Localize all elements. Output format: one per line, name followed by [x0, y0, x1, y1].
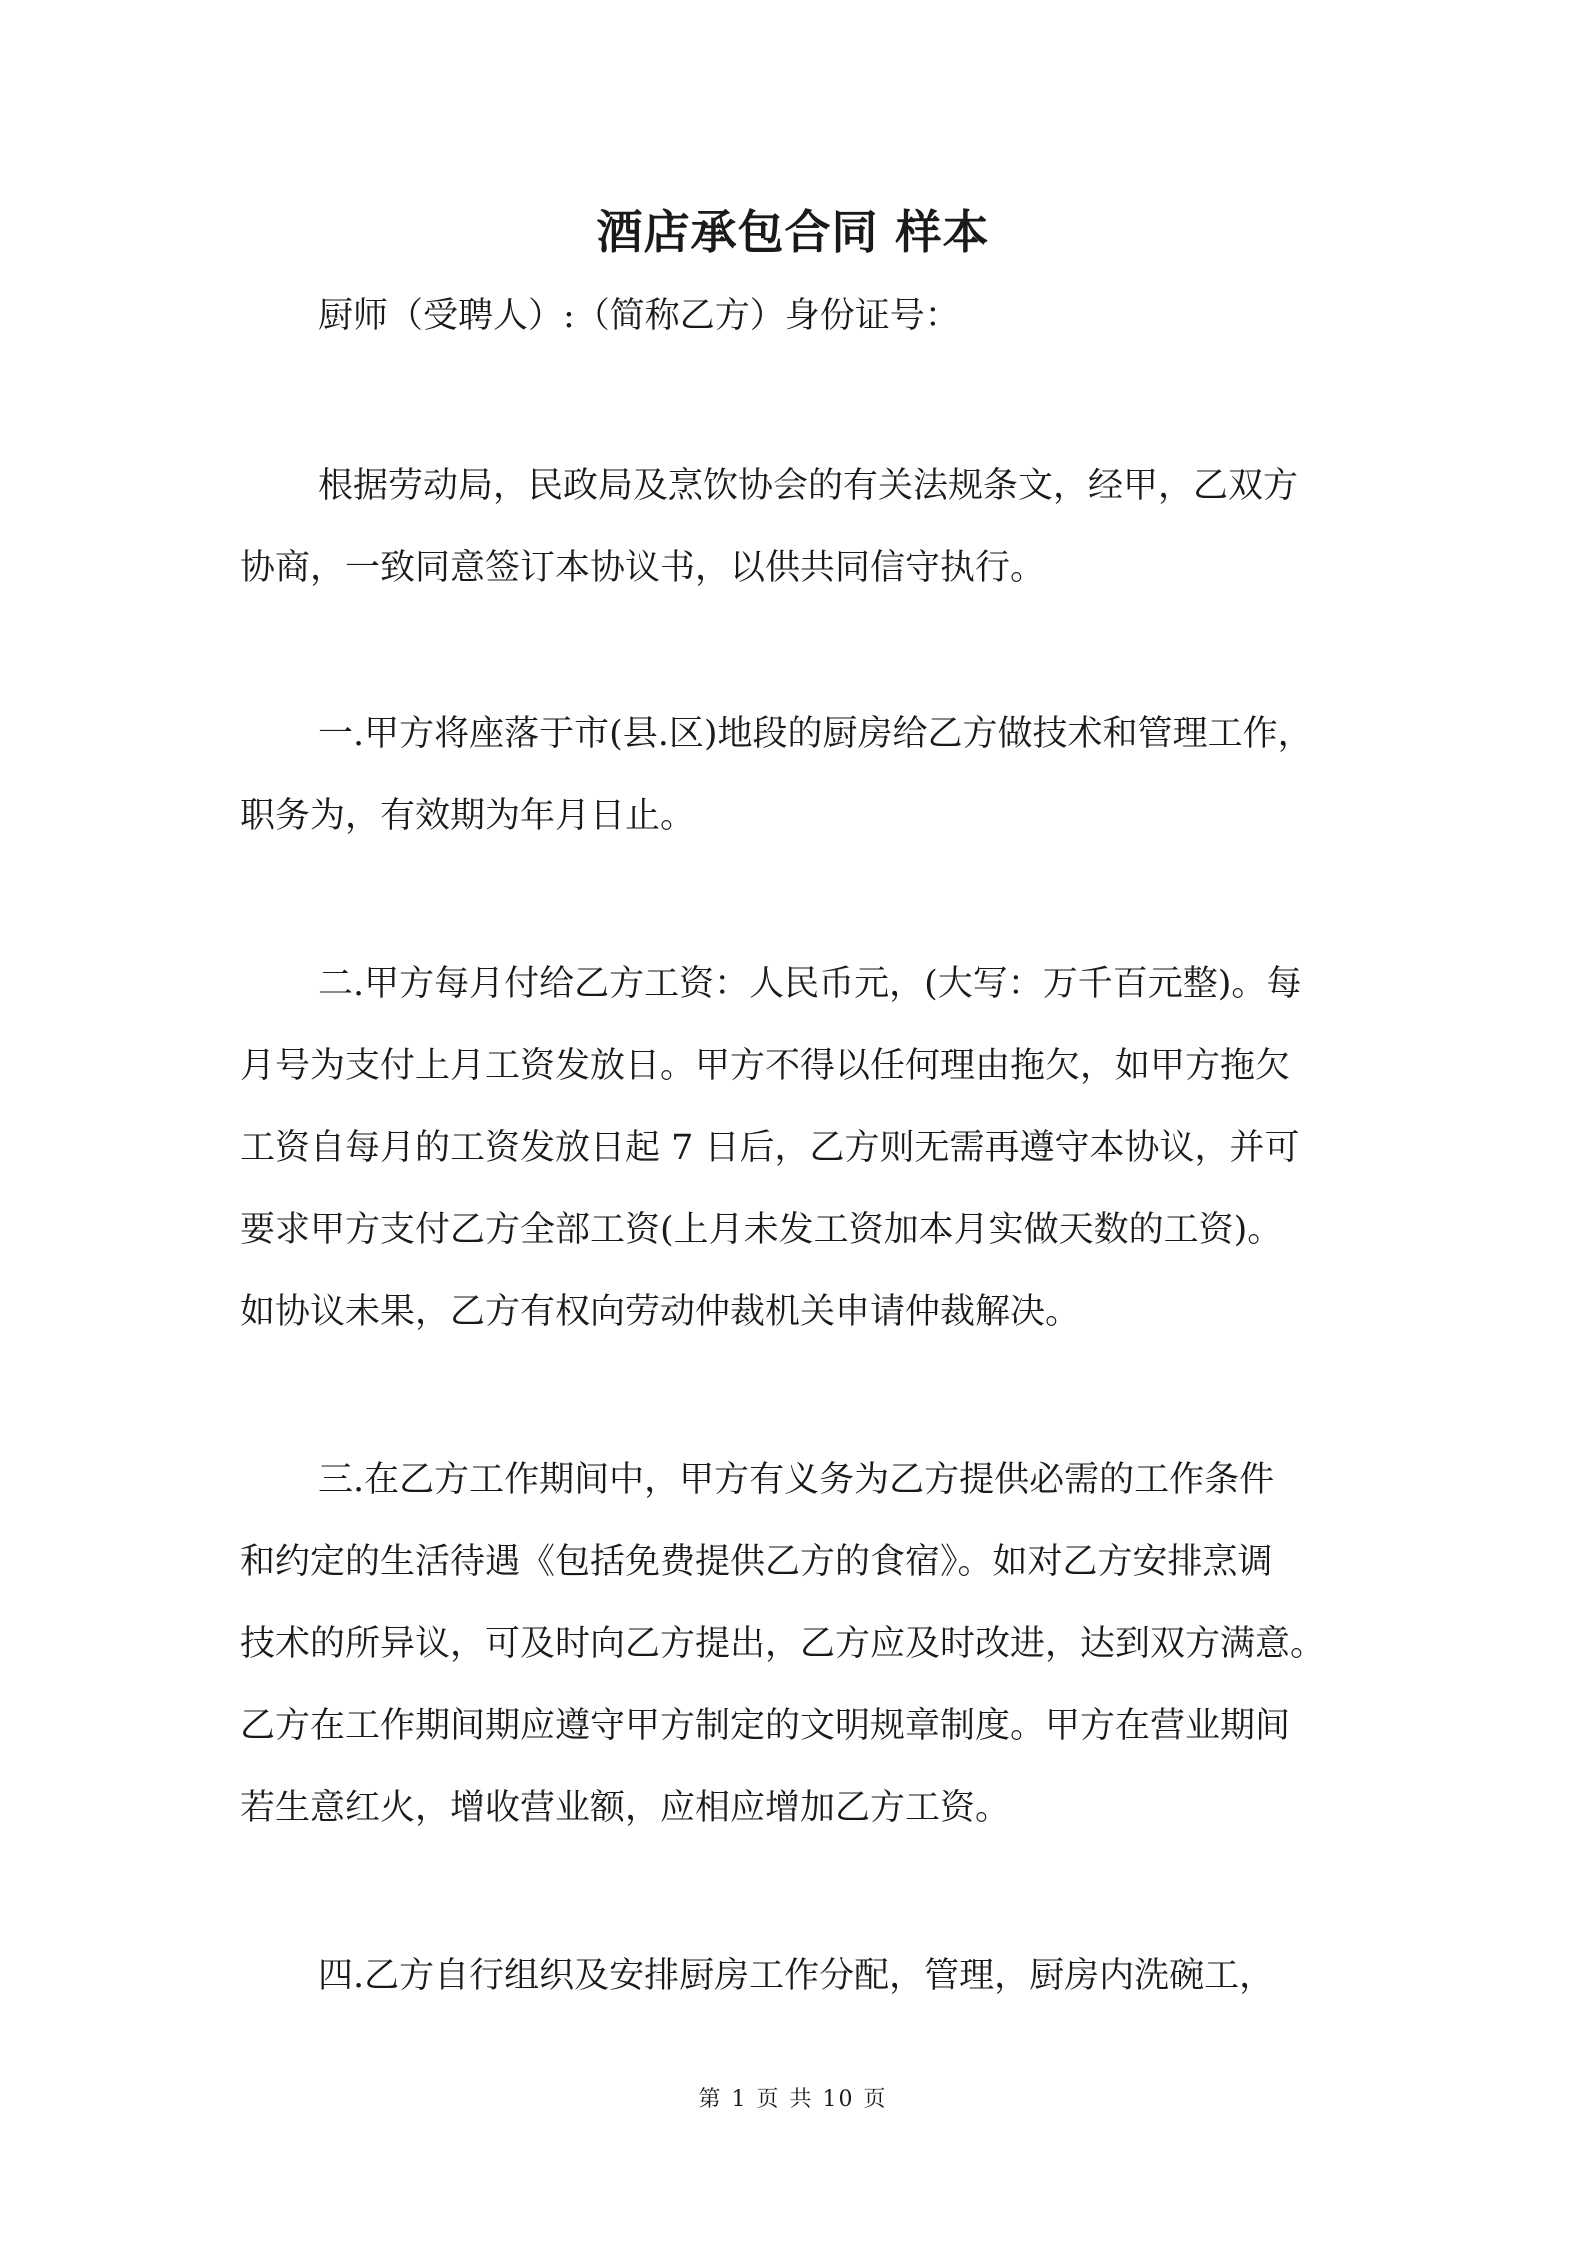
clause-2-line-2: 月号为支付上月工资发放日。甲方不得以任何理由拖欠，如甲方拖欠 — [240, 1046, 1291, 1086]
page-indicator: 第 1 页 共 10 页 — [698, 2087, 888, 2112]
clause-3-line-4: 乙方在工作期间期应遵守甲方制定的文明规章制度。甲方在营业期间 — [240, 1706, 1291, 1746]
clause-3-line-2: 和约定的生活待遇《包括免费提供乙方的食宿》。如对乙方安排烹调 — [240, 1542, 1273, 1582]
clause-3-line-3: 技术的所异议，可及时向乙方提出，乙方应及时改进，达到双方满意。 — [240, 1624, 1326, 1664]
chef-id-line: 厨师（受聘人）:（简称乙方）身份证号： — [318, 296, 960, 336]
clause-1-line-1: 一.甲方将座落于市(县.区)地段的厨房给乙方做技术和管理工作， — [318, 714, 1313, 754]
clause-2-line-4: 要求甲方支付乙方全部工资(上月未发工资加本月实做天数的工资)。 — [240, 1210, 1283, 1250]
clause-4-line-1: 四.乙方自行组织及安排厨房工作分配，管理，厨房内洗碗工， — [318, 1956, 1275, 1996]
clause-1-line-2: 职务为，有效期为年月日止。 — [240, 796, 696, 836]
clause-2-line-5: 如协议未果，乙方有权向劳动仲裁机关申请仲裁解决。 — [240, 1292, 1081, 1332]
paragraph-intro-line-1: 根据劳动局，民政局及烹饮协会的有关法规条文，经甲，乙双方 — [318, 466, 1299, 506]
clause-2-line-3: 工资自每月的工资发放日起 7 日后，乙方则无需再遵守本协议，并可 — [240, 1128, 1300, 1168]
paragraph-intro-line-2: 协商，一致同意签订本协议书，以供共同信守执行。 — [240, 548, 1046, 588]
document-title: 酒店承包合同 样本 — [596, 205, 990, 259]
clause-3-line-5: 若生意红火，增收营业额，应相应增加乙方工资。 — [240, 1788, 1011, 1828]
clause-3-line-1: 三.在乙方工作期间中，甲方有义务为乙方提供必需的工作条件 — [318, 1460, 1275, 1500]
clause-2-line-1: 二.甲方每月付给乙方工资：人民币元，(大写：万千百元整)。每 — [318, 964, 1302, 1004]
